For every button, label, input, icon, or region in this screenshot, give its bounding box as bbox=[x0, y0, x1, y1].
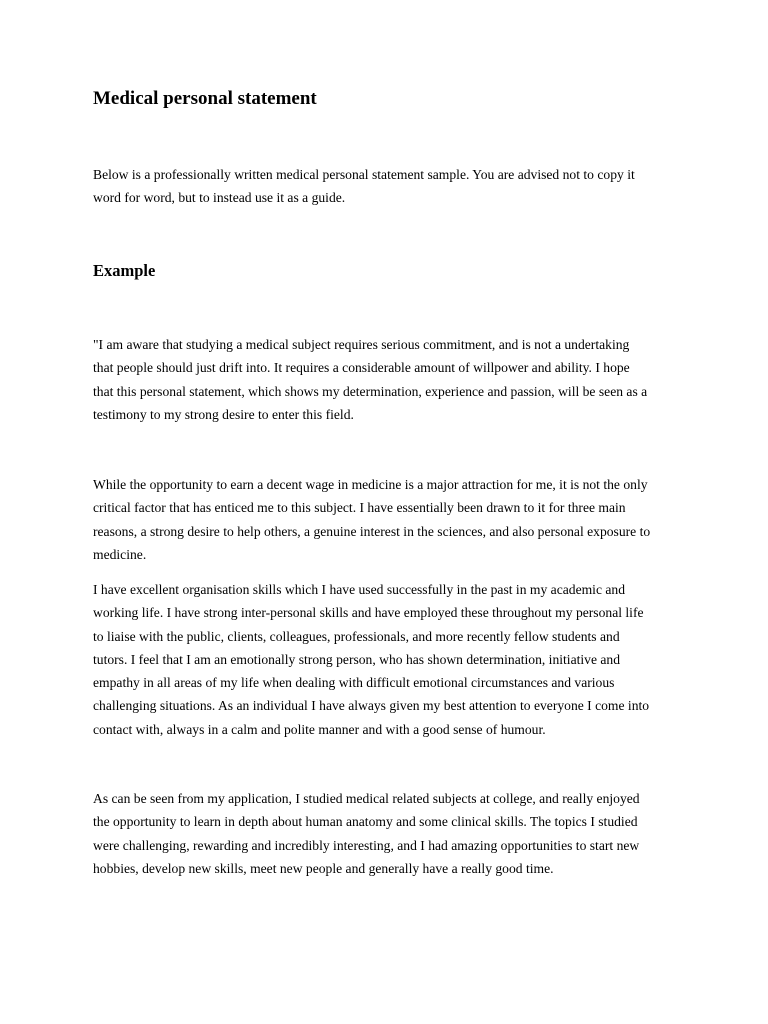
body-paragraph: I have excellent organisation skills which I have used successfully in the past in my academic and working life. I have strong inter-personal skills and have employed these throughout my personal life to liaise with the public, clients, colleagues, professionals, and more recently fellow students and tutors. I feel that I am an emotionally strong person, who has shown determination, initiative and empathy in all areas of my life when dealing with difficult emotional circumstances and various challenging situations. As an individual I have always given my best attention to everyone I come into contact with, always in a calm and polite manner and with a good sense of humour. bbox=[93, 582, 650, 737]
paragraph-3-block bbox=[93, 578, 683, 741]
intro-block bbox=[93, 163, 683, 210]
body-paragraph: As can be seen from my application, I studied medical related subjects at college, and really enjoyed the opportunity to learn in depth about human anatomy and some clinical skills. The topics I studied were challenging, rewarding and incredibly interesting, and I had amazing opportunities to start new hobbies, develop new skills, meet new people and generally have a really good time. bbox=[93, 791, 640, 876]
paragraph-4-block bbox=[93, 787, 683, 880]
section-block bbox=[93, 260, 683, 282]
body-paragraph: "I am aware that studying a medical subject requires serious commitment, and is not a undertaking that people should just drift into. It requires a considerable amount of willpower and ability. I hope that this personal statement, which shows my determination, experience and passion, will be seen as a testimony to my strong desire to enter this field. bbox=[93, 337, 648, 422]
section-heading: Example bbox=[93, 261, 156, 280]
title-block bbox=[93, 87, 683, 111]
page-title: Medical personal statement bbox=[93, 88, 317, 109]
paragraph-1-block bbox=[93, 333, 683, 426]
intro-paragraph: Below is a professionally written medical personal statement sample. You are advised not to copy it word for word, but to instead use it as a guide. bbox=[93, 167, 635, 206]
body-paragraph: While the opportunity to earn a decent wage in medicine is a major attraction for me, it is not the only critical factor that has enticed me to this subject. I have essentially been drawn to it for three main reasons, a strong desire to help others, a genuine interest in the sciences, and also personal exposure to medicine. bbox=[93, 477, 651, 562]
paragraph-2-block bbox=[93, 473, 683, 566]
